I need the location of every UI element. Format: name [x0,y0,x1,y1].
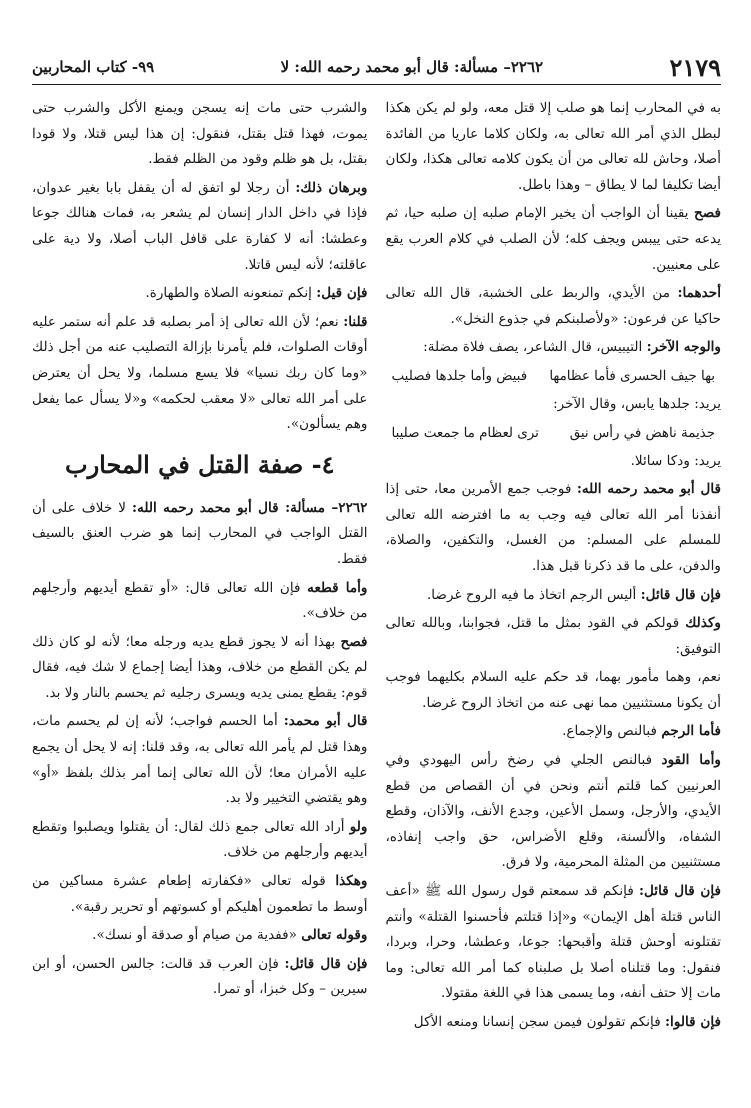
paragraph: وكذلك قولكم في القود بمثل ما قتل، فجوابنا، وبالله تعالى التوفيق: [385,615,721,657]
paragraph-lead: وقوله تعالى [301,927,368,944]
paragraph-lead: والوجه الآخر: [646,339,721,356]
paragraph-lead: فإن قال قائل: [284,955,368,972]
paragraph: فإن قالوا: فإنكم تقولون فيمن سجن إنسانا ومنعه الأكل [413,1014,721,1030]
paragraph-lead: فإن قال قائل: [638,883,721,900]
paragraph: فإن قال قائل: فإن العرب قد قالت: جالس الحسن، أو ابن سيرين – وكل خبزا، أو تمرا. [32,955,368,998]
verse-hemistich: فبيض وأما جلدها فصليب [391,368,528,384]
paragraph-lead: قال أبو محمد: [283,713,368,730]
paragraph: قلنا: نعم؛ لأن الله تعالى إذ أمر بصلبه قد علم أنه ستمر عليه أوقات الصلوات، فلم يأمرنا بإزالة التصليب عنه من أجل ذلك «وما كان ربك نسيا» فلا يسع مسلما، ولا يحل أن يعترض على أمر الله تعالى «لا معقب لحكمه» و«لا يسأل عما يفعل وهم يسألون». [32,313,368,433]
paragraph: وقوله تعالى «ففدية من صيام أو صدقة أو نسك». [92,927,368,944]
paragraph-lead: ٢٢٦٢– مسألة: قال أبو محمد رحمه الله: [132,499,368,516]
paragraph: فصح بهذا أنه لا يجوز قطع يديه ورجله معا؛ لأنه لو كان ذلك لم يكن القطع من خلاف، وهذا أيضا إجماع لا شك فيه، فقال قوم: يقطع يمنى يديه ويسرى رجليه ثم يحسم بالنار ولا بد. [32,633,368,701]
running-head: ٢٢٦٢– مسألة: قال أبو محمد رحمه الله: لا [280,58,544,76]
paragraph: فصح يقينا أن الواجب أن يخير الإمام صلبه إن صلبه حيا، ثم يدعه حتى ييبس ويجف كله؛ لأن الصلب في كلام العرب يقع على معنيين. [385,205,721,273]
verse-hemistich: جذيمة ناهض في رأس نيق [569,425,715,441]
paragraph: وأما قطعه فإن الله تعالى قال: «أو تقطع أيديهم وأرجلهم من خلاف». [32,579,368,622]
verse-hemistich: بها جيف الحسرى فأما عظامها [549,368,715,384]
paragraph-lead: وهكذا [335,873,368,890]
left-column [32,96,368,1088]
section-title: ٤- صفة القتل في المحارب [64,449,335,479]
paragraph-lead: أحدهما: [677,285,721,302]
paragraph-lead: قال أبو محمد رحمه الله: [576,481,721,498]
paragraph-lead: فصح [693,205,721,222]
paragraph: نعم، وهما مأمور بهما، قد حكم عليه السلام بكليهما فوجب أن يكونا مستثنيين مما نهى عنه من اتخاذ الروح غرضا. [385,669,721,711]
paragraph-lead: وأما القود [661,752,721,769]
paragraph-lead: وأما قطعه [307,579,368,596]
paragraph-lead: فإن قالوا: [665,1014,721,1030]
paragraph-lead: ولو [349,818,368,835]
paragraph: يريد: جلدها يابس، وقال الآخر: [553,395,721,412]
paragraph: فإن قال قائل: فإنكم قد سمعتم قول رسول الله ﷺ «أعف الناس قتلة أهل الإيمان» و«إذا قتلتم فأحسنوا القتلة» وأنتم تقتلونه أوحش قتلة وأقبحها: جوعا، وعطشا، وحرا، وبردا، فنقول: وما قتلناه أصلا بل صلبناه كما أمر الله تعالى: وما مات إلا حتف أنفه، وما يسمى هذا في اللغة مقتولا. [385,883,721,1002]
paragraph: فأما الرجم فبالنص والإجماع. [562,723,721,740]
paragraph: قال أبو محمد رحمه الله: فوجب جمع الأمرين معا، حتى إذا أنفذنا أمر الله تعالى فيه وجب به ما افترضه الله تعالى للمسلم على المسلم: من الغسل، والتكفين، والصلاة، والدفن، على ما قد ذكرنا قبل هذا. [385,481,721,574]
paragraph: قال أبو محمد: أما الحسم فواجب؛ لأنه إن لم يحسم مات، وهذا قتل لم يأمر الله تعالى به، وقد قلنا: إنه لا يحل أن يجمع عليه الأمران معا؛ لأن الله تعالى إنما أمر بذلك بلفظ «أو» وهو يقتضي التخيير ولا بد. [32,713,368,807]
paragraph: يريد: ودكا سائلا. [630,452,721,469]
paragraph-lead: وكذلك [685,615,721,632]
poem-verse [392,421,716,446]
paragraph-lead: فإن قيل: [316,285,368,302]
paragraph-lead: فأما الرجم [661,723,721,740]
paragraph: فإن قال قائل: أليس الرجم اتخاذ ما فيه الروح غرضا. [426,586,721,603]
paragraph-lead: وبرهان ذلك: [295,179,368,196]
verse-hemistich: ترى لعظام ما جمعت صليبا [391,425,539,441]
paragraph-lead: فصح [340,633,368,650]
page-number: ٢١٧٩ [669,52,721,82]
paragraph: ولو أراد الله تعالى جمع ذلك لقال: أن يقتلوا ويصلبوا وتقطع أيديهم وأرجلهم من خلاف. [32,818,368,861]
paragraph: فإن قيل: إنكم تمنعونه الصلاة والطهارة. [145,285,368,302]
paragraph: والوجه الآخر: التيبيس، قال الشاعر، يصف فلاة مضلة: [423,339,721,356]
poem-verse [392,364,716,389]
paragraph: أحدهما: من الأيدي، والربط على الخشبة، قال الله تعالى حاكيا عن فرعون: «ولأصلبنكم في جذوع النخل». [385,285,721,327]
paragraph: وأما القود فبالنص الجلي في رضخ رأس اليهودي وفي العرنيين كما قلتم أنتم ونحن في أن القصاص من قطع الأيدي، والأرجل، وسمل الأعين، وجدع الأنف، والآذان، وقطع الشفاه، والألسنة، وقلع الأضراس، حق واجب إنفاذه، مستثنيين من المثلة المحرمية، ولا فرق. [385,752,721,871]
paragraph: والشرب حتى مات إنه يسجن ويمنع الأكل والشرب حتى يموت، فهذا قتل بقتل، فنقول: إن هذا ليس قتلا، ولا قودا بقتل، بل هو ظلم وقود من الظلم فقط. [32,100,368,168]
book-title-head: ٩٩- كتاب المحاربين [32,58,155,76]
right-column [386,96,722,1088]
page-header [32,50,721,85]
text-columns [32,96,721,1088]
paragraph: وبرهان ذلك: أن رجلا لو اتفق له أن يقفل بابا بغير عدوان، فإذا في داخل الدار إنسان لم يشعر به، فمات هنالك جوعا وعطشا: أنه لا كفارة على قافل الباب أصلا، ولا دية على عاقلته؛ لأنه ليس قاتلا. [32,179,368,273]
paragraph-lead: قلنا: [343,313,368,330]
paragraph-lead: فإن قال قائل: [640,586,721,603]
paragraph: وهكذا قوله تعالى «فكفارته إطعام عشرة مساكين من أوسط ما تطعمون أهليكم أو كسوتهم أو تحرير رقبة». [32,873,368,915]
paragraph: به في المحارب إنما هو صلب إلا قتل معه، ولو لم يكن هكذا لبطل الذي أمر الله تعالى به، ولكان كلاما عاريا من الفائدة أصلا، وحاش لله تعالى من أن يكون كلامه تعالى هكذا، ولكان أيضا تكليفا لما لا يطاق – وهذا باطل. [385,100,721,193]
paragraph: ٢٢٦٢– مسألة: قال أبو محمد رحمه الله: لا خلاف على أن القتل الواجب في المحارب إنما هو ضرب العنق بالسيف فقط. [32,499,368,567]
